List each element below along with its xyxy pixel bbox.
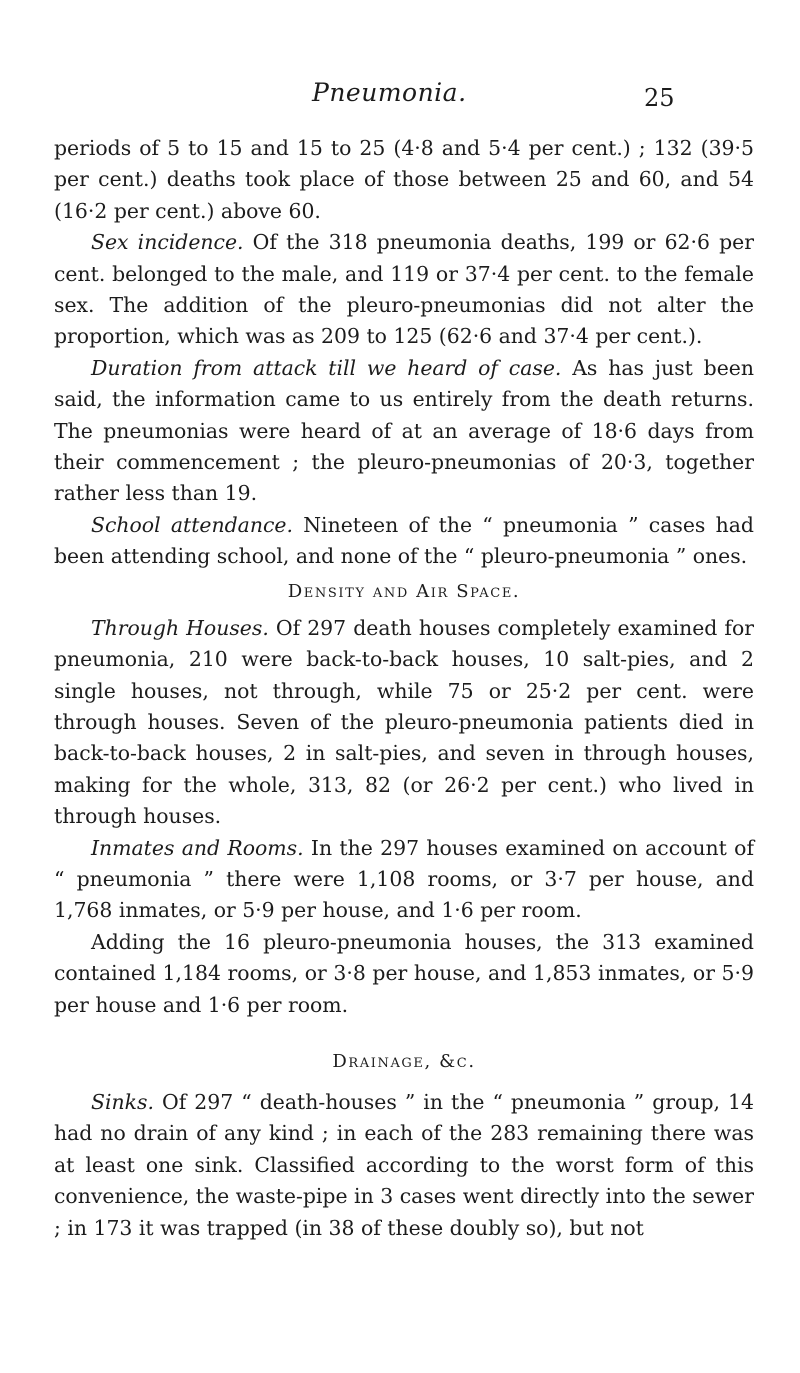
- running-title: Pneumonia.: [312, 78, 467, 107]
- paragraph-lead: Inmates and Rooms.: [91, 835, 304, 860]
- paragraph-lead: Sinks.: [91, 1089, 154, 1114]
- paragraph-text: As has just been said, the information came to us entirely from the death returns. The pneumonias were heard of at an average of 18·6 days from their commencement ; the pleuro-pneumonias of 20·3, together rather less than 19.: [54, 355, 754, 506]
- paragraph-lead: Duration from attack till we heard of case.: [91, 355, 562, 380]
- paragraph-text: In the 297 houses examined on account of “ pneumonia ” there were 1,108 rooms, or 3·7 per house, and 1,768 inmates, or 5·9 per house, and 1·6 per room.: [54, 835, 754, 923]
- page-number: 25: [644, 84, 675, 112]
- section-heading-drainage: Drainage, &c.: [332, 1050, 476, 1072]
- paragraph-text: Of 297 death houses completely examined for pneumonia, 210 were back-to-back houses, 10 salt-pies, and 2 single houses, not through, while 75 or 25·2 per cent. were through houses. Seven of the pleuro-pneumonia patients died in back-to-back houses, 2 in salt-pies, and seven in through houses, making for the whole, 313, 82 (or 26·2 per cent.) who lived in through houses.: [54, 615, 754, 829]
- section-heading-density: Density and Air Space.: [287, 580, 521, 602]
- paragraph-school-attendance: [54, 510, 754, 573]
- paragraph-adding-pleuro: [54, 927, 754, 1021]
- paragraph-through-houses: [54, 613, 754, 833]
- paragraph-text: Adding the 16 pleuro-pneumonia houses, the 313 examined contained 1,184 rooms, or 3·8 per house, and 1,853 inmates, or 5·9 per house and 1·6 per room.: [54, 929, 754, 1017]
- paragraph-duration: [54, 353, 754, 510]
- paragraph-sex-incidence: [54, 227, 754, 353]
- paragraph-text: Of the 318 pneumonia deaths, 199 or 62·6 per cent. belonged to the male, and 119 or 37·4 per cent. to the female sex. The addition of the pleuro-pneumonias did not alter the proportion, which was as 209 to 125 (62·6 and 37·4 per cent.).: [54, 230, 754, 349]
- paragraph-text: Of 297 “ death-houses ” in the “ pneumonia ” group, 14 had no drain of any kind ; in each of the 283 remaining there was at least one sink. Classified according to the worst form of this convenience, the waste-pipe in 3 cases went directly into the sewer ; in 173 it was trapped (in 38 of these doubly so), but not: [54, 1089, 754, 1240]
- paragraph-lead: Sex incidence.: [91, 230, 244, 255]
- paragraph-sinks: [54, 1087, 754, 1244]
- paragraph-text: periods of 5 to 15 and 15 to 25 (4·8 and 5·4 per cent.) ; 132 (39·5 per cent.) deaths took place of those between 25 and 60, and 54 (16·2 per cent.) above 60.: [54, 136, 754, 223]
- paragraph-inmates-rooms: [54, 833, 754, 927]
- paragraph-age-periods: [54, 133, 754, 227]
- paragraph-text: Nineteen of the “ pneumonia ” cases had been attending school, and none of the “ pleuro-pneumonia ” ones.: [54, 512, 754, 569]
- page-body: [54, 133, 754, 1244]
- paragraph-lead: Through Houses.: [91, 615, 269, 640]
- page-header: [0, 78, 800, 118]
- paragraph-lead: School attendance.: [91, 512, 293, 537]
